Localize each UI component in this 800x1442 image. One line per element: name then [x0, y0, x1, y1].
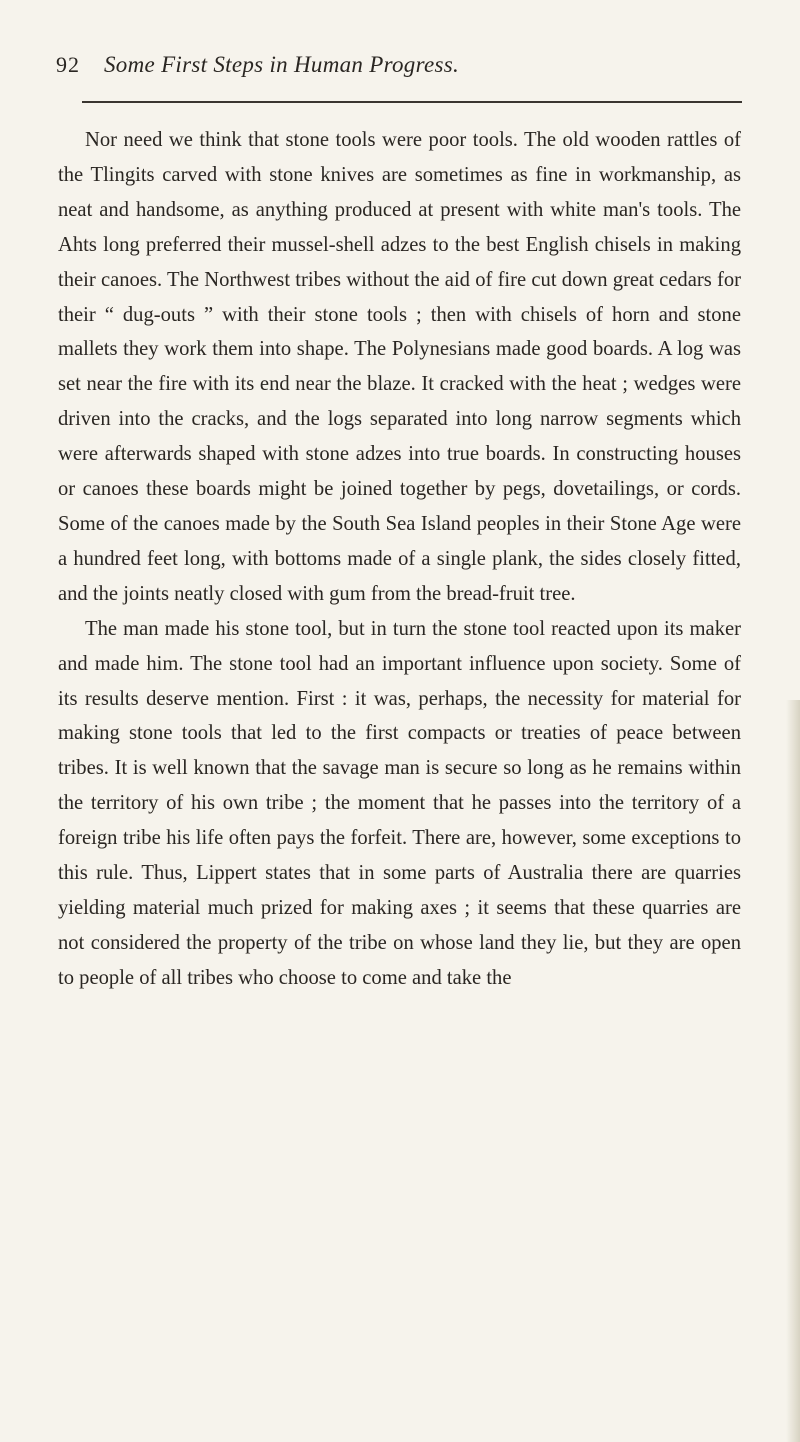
page-edge-shadow — [786, 700, 800, 1442]
paragraph-social-influence: The man made his stone tool, but in turn the stone tool reacted upon its maker and made him. The stone tool had an important influence upon society. Some of its results deserve mention. First : it was, perhaps, the necessity for material for making stone tools that led to the first compacts or treaties of peace between tribes. It is well known that the savage man is secure so long as he remains within the territory of his own tribe ; the moment that he passes into the territory of a foreign tribe his life often pays the forfeit. There are, however, some exceptions to this rule. Thus, Lippert states that in some parts of Australia there are quarries yielding material much prized for making axes ; it seems that these quarries are not considered the property of the tribe on whose land they lie, but they are open to people of all tribes who choose to come and take the — [58, 617, 741, 989]
paragraph-stone-tools: Nor need we think that stone tools were poor tools. The old wooden rattles of the Tlingits carved with stone knives are sometimes as fine in workmanship, as neat and handsome, as anything produced at present with white man's tools. The Ahts long preferred their mussel-shell adzes to the best English chisels in making their canoes. The Northwest tribes without the aid of fire cut down great cedars for their “ dug-outs ” with their stone tools ; then with chisels of horn and stone mallets they work them into shape. The Polynesians made good boards. A log was set near the fire with its end near the blaze. It cracked with the heat ; wedges were driven into the cracks, and the logs separated into long narrow segments which were afterwards shaped with stone adzes into true boards. In constructing houses or canoes these boards might be joined together by pegs, dovetailings, or cords. Some of the canoes made by the South Sea Island peoples in their Stone Age were a hundred feet long, with bottoms made of a single plank, the sides closely fitted, and the joints neatly closed with gum from the bread-fruit tree. — [58, 129, 741, 605]
header-rule — [82, 101, 742, 103]
body-text — [58, 123, 741, 996]
running-title: Some First Steps in Human Progress. — [104, 52, 460, 77]
page-number: 92 — [56, 52, 80, 77]
running-head — [56, 52, 756, 88]
